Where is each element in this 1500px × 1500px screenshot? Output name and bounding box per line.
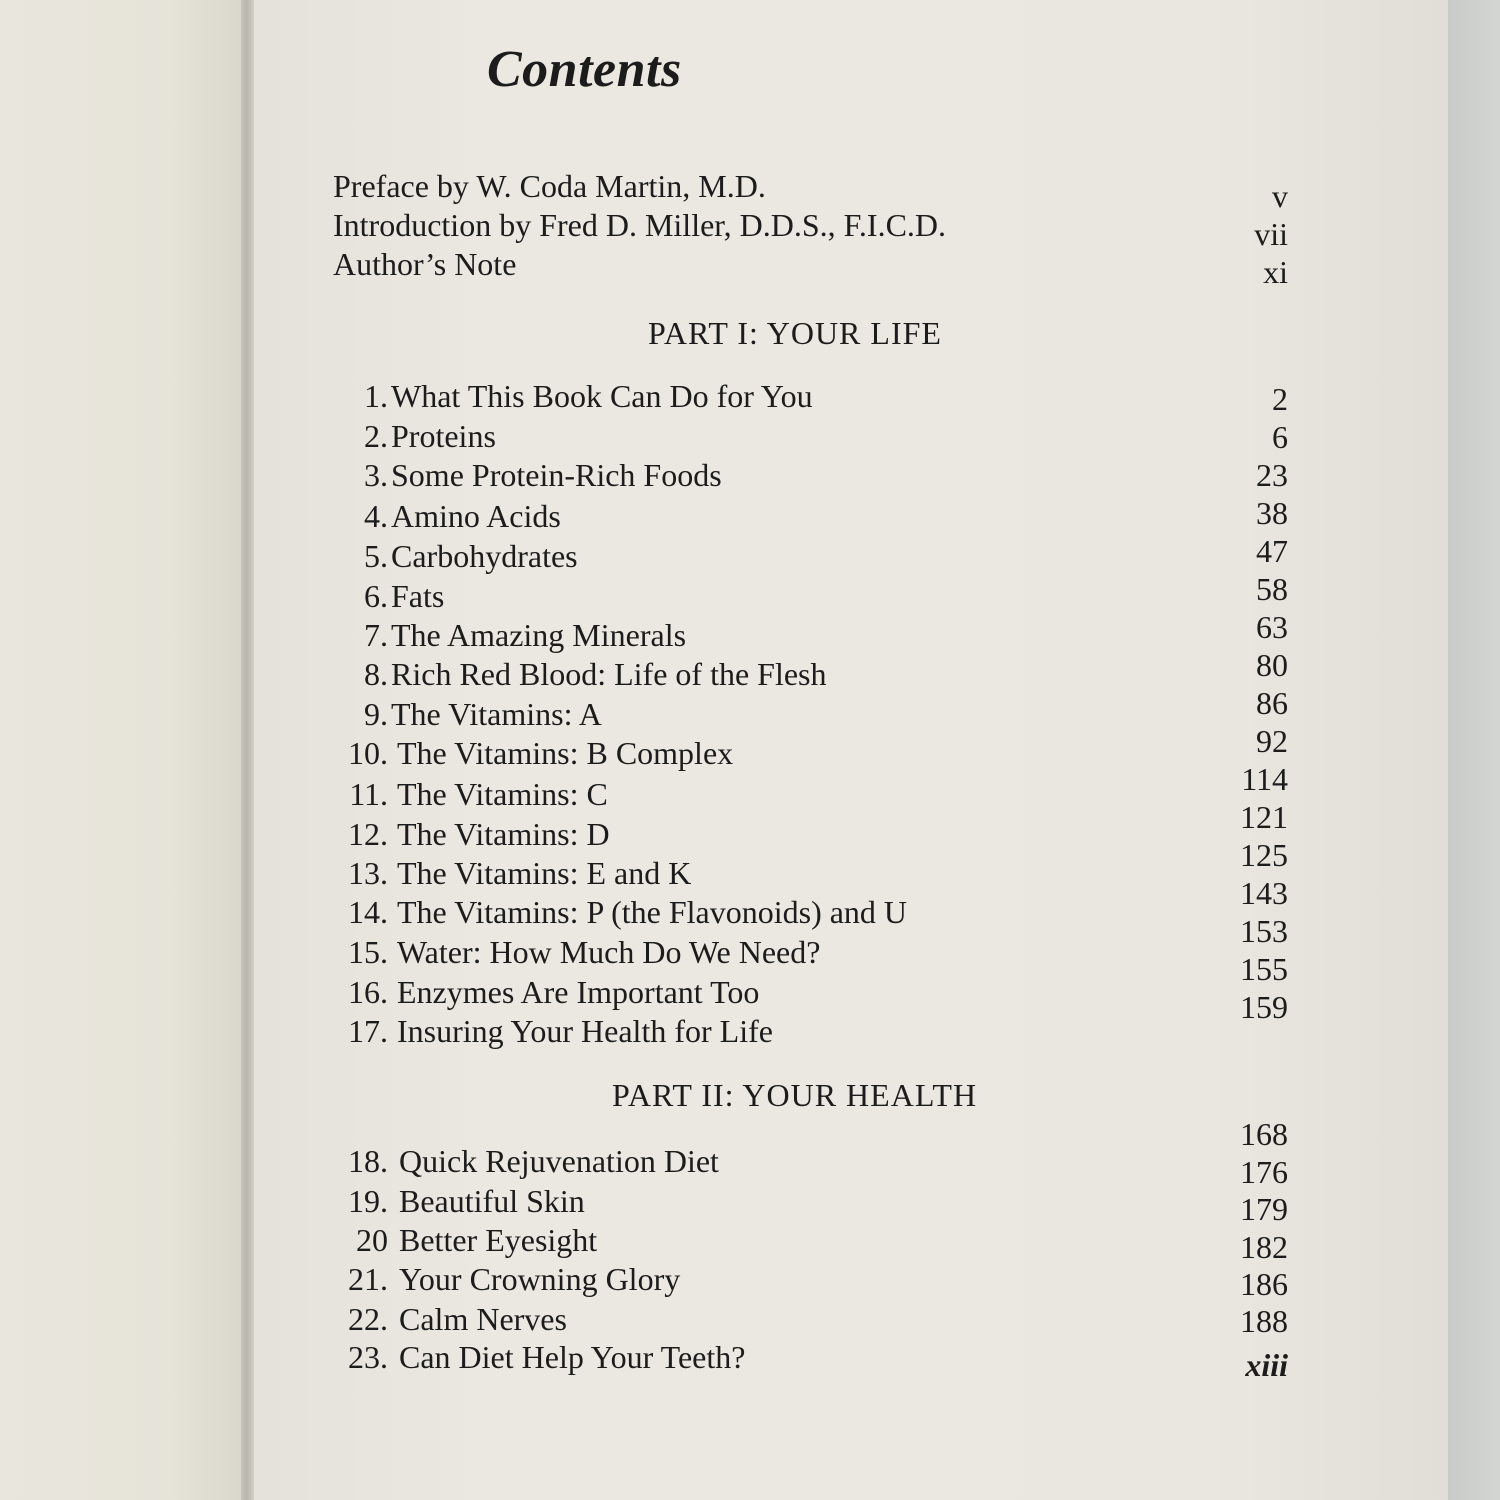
- chapter-number: 4.: [364, 498, 388, 534]
- left-page: [0, 0, 246, 1500]
- chapter-page: 168: [1240, 1116, 1288, 1152]
- part-heading: PART II: YOUR HEALTH: [612, 1077, 978, 1113]
- page-title: Contents: [487, 41, 682, 98]
- chapter-page: 153: [1240, 913, 1288, 949]
- front-matter-page: v: [1272, 178, 1288, 214]
- chapter-number: 2.: [364, 418, 388, 454]
- front-matter-text: Introduction by Fred D. Miller, D.D.S., F.I.C.D.: [333, 207, 947, 243]
- chapter-number: 17.: [348, 1013, 388, 1049]
- chapter-title: Your Crowning Glory: [399, 1261, 681, 1297]
- chapter-page: 38: [1256, 495, 1288, 531]
- page-edge: [1448, 0, 1500, 1500]
- chapter-title: The Vitamins: E and K: [397, 855, 692, 891]
- chapter-page: 182: [1240, 1229, 1288, 1265]
- book-gutter: [241, 0, 255, 1500]
- chapter-title: Quick Rejuvenation Diet: [399, 1143, 719, 1179]
- chapter-number: 11.: [349, 776, 388, 812]
- chapter-page: 186: [1240, 1266, 1288, 1302]
- chapter-page: 63: [1256, 609, 1288, 645]
- chapter-title: The Vitamins: D: [397, 816, 610, 852]
- chapter-number: 14.: [348, 894, 388, 930]
- front-matter-text: Author’s Note: [333, 246, 517, 282]
- chapter-title: Beautiful Skin: [399, 1183, 585, 1219]
- chapter-number: 20: [356, 1222, 388, 1258]
- chapter-number: 12.: [348, 816, 388, 852]
- chapter-title: Insuring Your Health for Life: [397, 1013, 773, 1049]
- chapter-page: 143: [1240, 875, 1288, 911]
- chapter-number: 9.: [364, 696, 388, 732]
- chapter-number: 21.: [348, 1261, 388, 1297]
- chapter-page: 80: [1256, 647, 1288, 683]
- chapter-number: 5.: [364, 538, 388, 574]
- chapter-number: 13.: [348, 855, 388, 891]
- chapter-title: Better Eyesight: [399, 1222, 598, 1258]
- chapter-title: Enzymes Are Important Too: [397, 974, 760, 1010]
- chapter-page: 179: [1240, 1191, 1288, 1227]
- chapter-title: The Vitamins: B Complex: [397, 735, 734, 771]
- chapter-page: 159: [1240, 989, 1288, 1025]
- chapter-number: 6.: [364, 578, 388, 614]
- chapter-number: 22.: [348, 1301, 388, 1337]
- chapter-title: What This Book Can Do for You: [391, 378, 813, 414]
- chapter-number: 8.: [364, 656, 388, 692]
- front-matter-text: Preface by W. Coda Martin, M.D.: [333, 168, 766, 204]
- page-folio: xiii: [1245, 1347, 1288, 1383]
- chapter-page: 47: [1256, 533, 1288, 569]
- chapter-title: Fats: [391, 578, 445, 614]
- chapter-title: Some Protein-Rich Foods: [391, 457, 722, 493]
- chapter-title: Water: How Much Do We Need?: [397, 934, 821, 970]
- chapter-title: The Vitamins: P (the Flavonoids) and U: [397, 894, 908, 930]
- chapter-number: 10.: [348, 735, 388, 771]
- chapter-title: Carbohydrates: [391, 538, 578, 574]
- chapter-number: 18.: [348, 1143, 388, 1179]
- chapter-page: 2: [1272, 381, 1288, 417]
- chapter-number: 23.: [348, 1339, 388, 1375]
- front-matter-page: vii: [1254, 216, 1288, 252]
- chapter-title: Amino Acids: [391, 498, 561, 534]
- chapter-page: 23: [1256, 457, 1288, 493]
- chapter-title: The Amazing Minerals: [391, 617, 687, 653]
- front-matter-page: xi: [1263, 254, 1288, 290]
- chapter-page: 6: [1272, 419, 1288, 455]
- chapter-page: 188: [1240, 1303, 1288, 1339]
- part-heading: PART I: YOUR LIFE: [648, 315, 942, 351]
- chapter-page: 176: [1240, 1154, 1288, 1190]
- chapter-number: 3.: [364, 457, 388, 493]
- chapter-page: 155: [1240, 951, 1288, 987]
- chapter-number: 7.: [364, 617, 388, 653]
- chapter-page: 58: [1256, 571, 1288, 607]
- chapter-title: The Vitamins: A: [391, 696, 602, 732]
- chapter-title: Proteins: [391, 418, 496, 454]
- chapter-page: 114: [1241, 761, 1288, 797]
- chapter-page: 86: [1256, 685, 1288, 721]
- chapter-number: 16.: [348, 974, 388, 1010]
- chapter-number: 19.: [348, 1183, 388, 1219]
- chapter-page: 125: [1240, 837, 1288, 873]
- chapter-number: 1.: [364, 378, 388, 414]
- chapter-number: 15.: [348, 934, 388, 970]
- chapter-title: Calm Nerves: [399, 1301, 567, 1337]
- chapter-page: 121: [1240, 799, 1288, 835]
- chapter-page: 92: [1256, 723, 1288, 759]
- chapter-title: The Vitamins: C: [397, 776, 608, 812]
- chapter-title: Rich Red Blood: Life of the Flesh: [391, 656, 827, 692]
- chapter-title: Can Diet Help Your Teeth?: [399, 1339, 746, 1375]
